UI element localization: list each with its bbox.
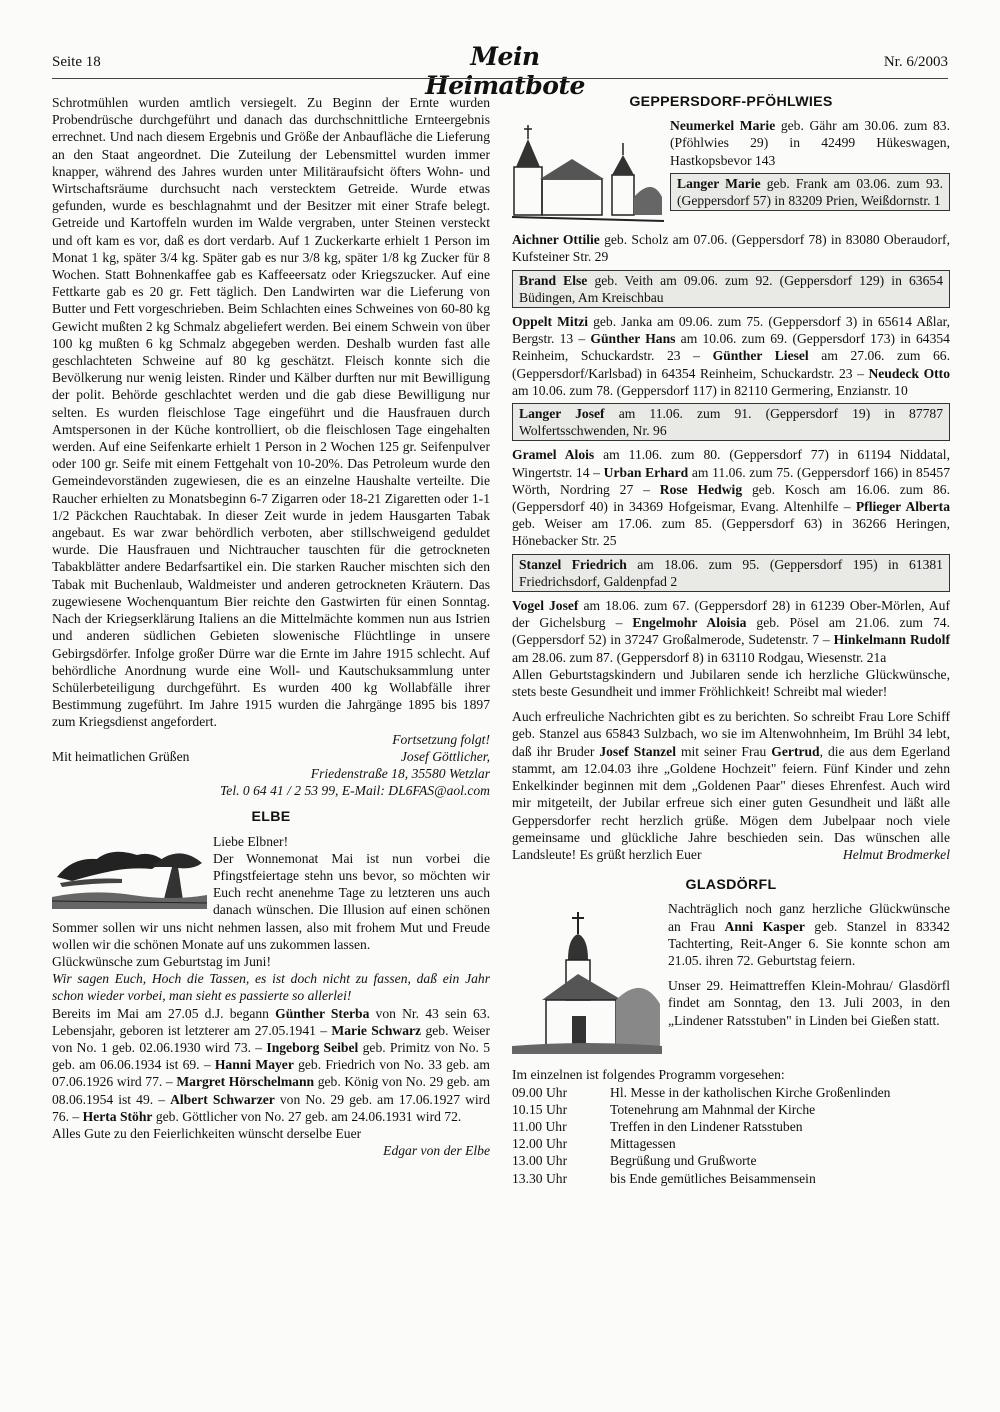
schedule-event: Begrüßung und Grußworte [610,1153,757,1169]
page-header [0,42,1000,100]
right-column [512,94,950,1187]
glas-paragraph-2: Unser 29. Heimattreffen Klein-Mohrau/ Glasdörfl findet am Sonntag, den 13. Juli 2003, in den „Lindener Ratsstuben" in Linden bei Gießen statt. [668,978,950,1028]
person-name: Albert Schwarzer [170,1091,275,1107]
glasdoerfl-title: GLASDÖRFL [685,877,777,894]
program-schedule [512,1084,950,1187]
schedule-time: 10.15 Uhr [512,1101,568,1117]
person-name: Günther Sterba [275,1005,370,1021]
masthead-logo: Mein Heimatbote [425,42,585,100]
highlight-box: Langer Josef am 11.06. zum 91. (Geppersdorf 19) in 87787 Wolfertsschwenden, Nr. 96 [512,403,950,441]
schedule-time: 13.00 Uhr [512,1153,568,1169]
elbe-intro: Der Wonnemonat Mai ist nun vorbei die Pfingstfeiertage stehn uns bevor, so möchten wir Euch recht anenehme Tage zu letzteren uns auch danach wünschen. Die Illusion auf einen schönen Sommer sollen wir uns nicht nehmen lassen, also mit frohem Mut und Freude wollen wir die schönen Monate auf uns zukommen lassen. [52,850,490,952]
elbe-birthday-heading: Glückwünsche zum Geburtstag im Juni! [52,953,271,969]
schedule-time: 09.00 Uhr [512,1084,568,1100]
person-name: Hanni Mayer [214,1057,294,1073]
schedule-row [512,1118,950,1135]
person-name: Herta Stöhr [82,1108,153,1124]
issue-number: Nr. 6/2003 [883,54,948,70]
news-text: Auch erfreuliche Nachrichten gibt es zu berichten. So schreibt Frau Lore Schiff geb. Stanzel aus 65843 Sulzbach, wo sie im Altenwohnheim, Im Brühl 34 lebt, daß ihr Bruder Josef Stanzel mit seiner Frau Gertrud, die aus dem Egerland stammt, am 12.04.03 ihre „Goldene Hochzeit" feiern. Fünf Kinder und zehn Enkelkinder beginnen mit dem „Goldenen Paar" dieses Ehrenfest. Auch wird mir mitgeteilt, der Jubilar erfreue sich einer guten Gesundheit und läßt alle Geppersdorfer recht herzlich grüße. Mögen dem Jubelpaar noch viele gemeinsame und glückliche Jahre beschieden sein. Das wünschen alle Landsleute! Es grüßt herzlich Euer Helmut Brodmerkel [512,709,950,862]
wishes-text: Allen Geburtstagskindern und Jubilaren sende ich herzliche Glückwünsche, stets beste Gesundheit und immer Fröhlichkeit! Schreibt mal wieder! [512,666,950,700]
highlight-box: Stanzel Friedrich am 18.06. zum 95. (Geppersdorf 195) in 61381 Friedrichsdorf, Galdenpfad 2 [512,554,950,592]
greeting-line [52,748,490,765]
greeting: Mit heimatlichen Grüßen [52,748,190,764]
entry: Neumerkel Marie geb. Gähr am 30.06. zum 83. (Pföhlwies 29) in 42499 Hükeswagen, Hastkopsbevor 143 [670,118,950,168]
schedule-event: Mittagessen [610,1136,676,1152]
schedule-row [512,1170,950,1187]
elbe-signature: Edgar von der Elbe [383,1143,490,1159]
glas-paragraph-1: Nachträglich noch ganz herzliche Glückwünsche an Frau Anni Kasper geb. Stanzel in 83342 Tachterting, Reit-Anger 6. Sie konnte schon am 21.05. ihren 72. Geburtstag feiern. [668,901,950,968]
left-column [52,94,490,1159]
page-number: Seite 18 [52,54,101,70]
schedule-row [512,1135,950,1152]
schedule-row [512,1101,950,1118]
gepp-signature: Helmut Brodmerkel [842,846,950,862]
church-village-image [512,117,664,229]
elbe-birthday-list: Bereits im Mai am 27.05 d.J. begann Günther Sterba von Nr. 43 sein 63. Lebensjahr, geboren ist letzterer am 27.05.1941 – Marie Schwarz geb. Weiser von No. 1 geb. 02.06.1930 wird 73. – Ingeborg Seibel geb. Primitz von No. 5 geb. am 06.06.1934 ist 69. – Hanni Mayer geb. Friedrich von No. 33 geb. am 07.06.1926 wird 77. – Margret Hörschelmann geb. König von No. 29 geb. am 08.06.1954 ist 49. – Albert Schwarzer von No. 29 geb. am 17.06.1927 wird 76. – Herta Stöhr geb. Göttlicher von No. 27 geb. am 24.06.1931 wird 72. [52,1005,490,1124]
author-contact: Tel. 0 64 41 / 2 53 99, E-Mail: DL6FAS@aol.com [219,783,490,799]
schedule-event: Treffen in den Lindener Ratsstuben [610,1118,803,1134]
geppersdorf-title: GEPPERSDORF-PFÖHLWIES [629,94,833,110]
entry: Aichner Ottilie geb. Scholz am 07.06. (Geppersdorf 78) in 83080 Oberaudorf, Kufsteiner Str. 29 [512,232,950,265]
entry: Vogel Josef am 18.06. zum 67. (Geppersdorf 28) in 61239 Ober-Mörlen, Auf der Gichelsburg – Engelmohr Aloisia geb. Pösel am 21.06. zum 74. (Geppersdorf 52) in 37247 Großalmerode, Sudetenstr. 7 – Hinkelmann Rudolf am 28.06. zum 87. (Geppersdorf 8) in 63110 Rodgau, Wiesenstr. 21a [512,598,950,665]
highlight-box: Brand Else geb. Veith am 09.06. zum 92. (Geppersdorf 129) in 63654 Büdingen, Am Kreischbau [512,270,950,308]
program-heading: Im einzelnen ist folgendes Programm vorgesehen: [512,1067,785,1083]
schedule-event: Totenehrung am Mahnmal der Kirche [610,1101,816,1117]
schedule-time: 13.30 Uhr [512,1170,568,1186]
person-name: Margret Hörschelmann [176,1074,315,1090]
elbe-landscape-image [52,837,207,909]
schedule-row [512,1084,950,1101]
elbe-closing: Alles Gute zu den Feierlichkeiten wünscht derselbe Euer [52,1125,362,1141]
elbe-poem: Wir sagen Euch, Hoch die Tassen, es ist doch nicht zu fassen, daß ein Jahr schon wieder vorbei, man sieht es passierte so allerlei! [52,971,490,1004]
entry: Gramel Alois am 11.06. zum 80. (Geppersdorf 77) in 61194 Niddatal, Wingertstr. 14 – Urban Erhard am 11.06. zum 75. (Geppersdorf 166) in 85457 Wörth, Nordring 27 – Rose Hedwig geb. Kosch am 16.06. zum 86. (Geppersdorf 40) in 34369 Hofgeismar, Evang. Altenhilfe – Pflieger Alberta geb. Weiser am 17.06. zum 85. (Geppersdorf 63) in 36266 Heringen, Hönebacker Str. 25 [512,447,951,549]
schedule-event: bis Ende gemütliches Beisammensein [610,1170,816,1186]
person-name: Ingeborg Seibel [266,1039,359,1055]
elbe-salutation: Liebe Elbner! [213,833,289,849]
schedule-time: 12.00 Uhr [512,1136,568,1152]
entry: Oppelt Mitzi geb. Janka am 09.06. zum 75. (Geppersdorf 3) in 65614 Aßlar, Bergstr. 13 – Günther Hans am 10.06. zum 69. (Geppersdorf 173) in 64354 Reinheim, Schuckardstr. 23 – Günther Liesel am 27.06. zum 66. (Geppersdorf/Karlsbad) in 64354 Reinheim, Schuckardstr. 23 – Neudeck Otto am 10.06. zum 78. (Geppersdorf 117) in 82110 Germering, Enzianstr. 10 [512,314,950,398]
continued-note: Fortsetzung folgt! [392,731,490,747]
author-address: Friedenstraße 18, 35580 Wetzlar [310,765,490,781]
person-name: Marie Schwarz [331,1022,422,1038]
elbe-title: ELBE [251,809,291,826]
article-text: Schrotmühlen wurden amtlich versiegelt. Zu Beginn der Ernte wurden Probendrüsche durchgeführt und danach das durchschnittliche Ernteergebnis errechnet. Und nach diesem Ergebnis und Größe der Anbaufläche die Lieferung an den Staat angeordnet. Die Zuteilung der Lebensmittel wurden immer knapper, während des Jahres wurden unter Militäraufsicht öfters Wohn- und Wirtschaftsräume durchsucht nach verstecktem Getreide. Wurde etwas gefunden, wurde es beschlagnahmt und der Besitzer mit einer Strafe belegt. Getreide und Kartoffeln wurden im Walde vergraben, unter Steinen versteckt und oft kam es vor, daß es dort verdarb. Auf 1 Zuckerkarte erhielt 1 Person im Monat 1 kg, später 3/4 kg. Später gab es nur 3/8 kg, später 1/8 kg Zucker für 8 Wochen. Statt Bohnenkaffee gab es Kaffeeersatz oder Kriegszucker. Auf eine Fettkarte gab es 20 gr. Fett täglich. Den Landwirten war die Lieferung von Butter und Fett vorgeschrieben. Beim Schlachten eines Schweines von 60-80 kg Gewicht mußten 2 kg Schmalz abgeliefert werden. Bei einem Schwein von über 100 kg mußten 6 kg Schmalz abgegeben werden. Deshalb wurden fast alle geschlachteten Schweine auf 80 kg geschätzt. Fleisch konnte sich die Bevölkerung nur wenig leisten. Rinder und Kälber durften nur mit Bewilligung der polit. Behörde geschlachtet werden und die gab diese Bewilligung nur selten. Es wurden fleischlose Tage eingeführt und die Hausfrauen durch Amtspersonen in der Küche kontrolliert, ob die fleischlosen Tage eingehalten werden. Auf eine Seifenkarte erhielt 1 Person in 2 Wochen 125 gr. Seifenpulver oder 100 gr. Seife mit einem Fettgehalt von 10-20%. Das Petroleum wurde den Gemeindevorständen zugewiesen, die es an einzelne Haushalte verteilte. Die Raucher erhielten zu Monatsbeginn 6-7 Zigarren oder 18-21 Zigaretten oder 1-1 1/2 Päckchen Rauchtabak. In dieser Zeit wurde in jedem Hausgarten Tabak angebaut. Es war zwar behördlich verboten, aber stillschweigend geduldet wurde. Die Hausfrauen und Nichtraucher tauschten für die getrockneten Tabakblätter andere Bedarfsartikel ein. Die starken Raucher mischten sich den Tabak mit Buchenlaub, Waldmeister und anderen getrockneten Kräutern. Das zugewiesene Wochenquantum Bier reichte den Gastwirten für einen Sonntag. Nach der Kriegserklärung Italiens an die Mittelmächte kommen nun aus Istrien und anderen südlichen Gebieten slowenische Flüchtlinge in unsere Gebirgsdörfer. Infolge großer Dürre war die Ernte im Jahre 1915 schlecht. Auf behördliche Anordnung wurde eine Woll- und Kautschuksammlung unter Schülerbeteiligung durchgeführt. Es wurden 400 kg Wollabfälle ihrer Bestimmung zugeführt. Im Jahre 1915 wurden die Jahrgänge 1895 bis 1897 zum Kriegsdienst angefordert. [52,95,490,730]
highlight-box: Langer Marie geb. Frank am 03.06. zum 93. (Geppersdorf 57) in 83209 Prien, Weißdornstr. 1 [670,173,950,211]
author-name: Josef Göttlicher, [400,748,490,764]
schedule-event: Hl. Messe in der katholischen Kirche Großenlinden [610,1084,891,1100]
schedule-row [512,1152,950,1169]
header-rule [52,78,948,79]
schedule-time: 11.00 Uhr [512,1118,567,1134]
chapel-image [512,904,662,1064]
